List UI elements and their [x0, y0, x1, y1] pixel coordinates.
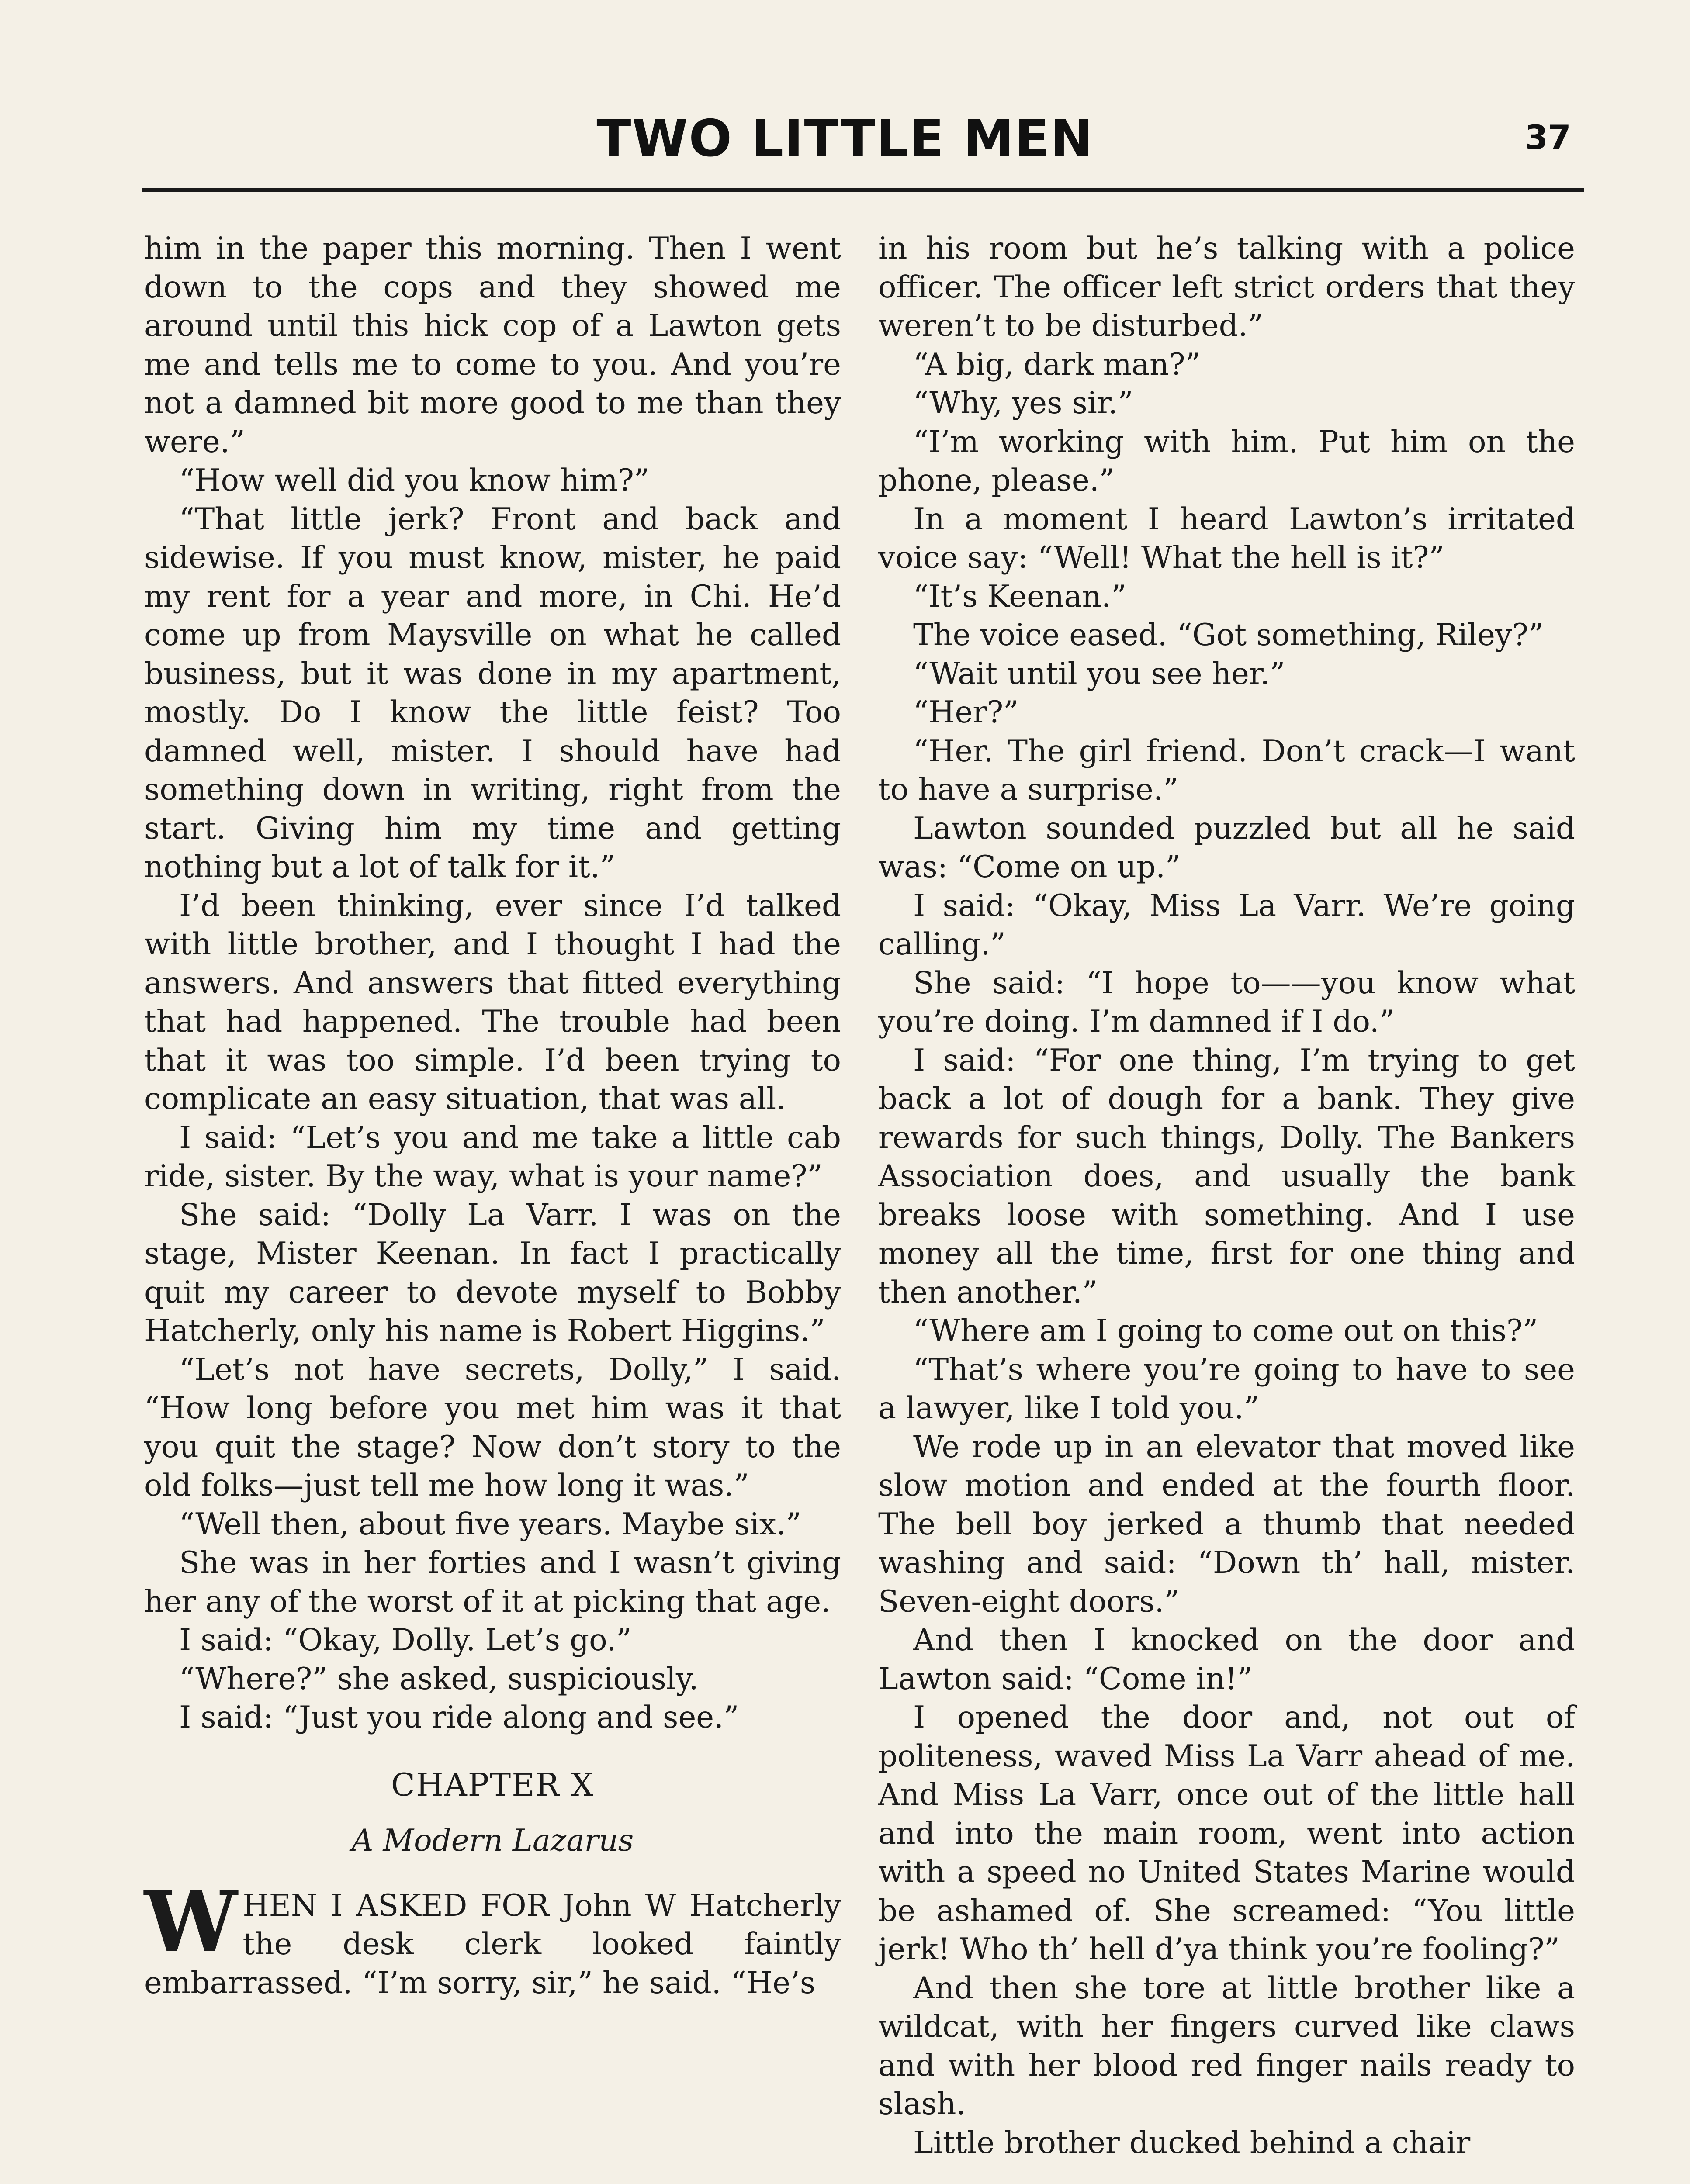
chapter-title: CHAPTER X [391, 1766, 595, 1803]
paragraph: I said: “Let’s you and me take a little cab ride, sister. By the way, what is your name?” [144, 1120, 841, 1194]
paragraph: In a moment I heard Lawton’s irritated voice say: “Well! What the hell is it?” [878, 501, 1575, 575]
chapter-opening-paragraph [144, 1873, 841, 2003]
paragraph: “A big, dark man?” [913, 347, 1201, 382]
paragraph: “Her. The girl friend. Don’t crack—I want to have a surprise.” [878, 733, 1575, 807]
paragraph: I said: “Okay, Miss La Varr. We’re going calling.” [878, 888, 1575, 962]
paragraph: “Where?” she asked, suspiciously. [179, 1661, 699, 1697]
paragraph: in his room but he’s talking with a police officer. The officer left strict orders that they weren’t to be disturbed.” [878, 231, 1575, 343]
paragraph: Little brother ducked behind a chair [913, 2125, 1471, 2160]
paragraph: She said: “Dolly La Varr. I was on the stage, Mister Keenan. In fact I practically quit my career to devote myself to Bobby Hatcherly, only his name is Robert Higgins.” [144, 1197, 841, 1348]
paragraph: “How well did you know him?” [179, 463, 650, 498]
paragraph: “Where am I going to come out on this?” [913, 1313, 1538, 1348]
paragraph: “That little jerk? Front and back and sidewise. If you must know, mister, he paid my rent for a year and more, in Chi. He’d come up from Maysville on what he called business, but it was done in my apartment, mostly. Do I know the little feist? Too damned well, mister. I should have had something down in writing, right from the start. Giving him my time and getting nothing but a lot of talk for it.” [144, 501, 841, 885]
paragraph: I opened the door and, not out of politeness, waved Miss La Varr ahead of me. And Miss La Varr, once out of the little hall and into the main room, went into action with a speed no United States Marine would be ashamed of. She screamed: “You little jerk! Who th’ hell d’ya think you’re fooling?” [878, 1700, 1575, 1967]
left-column [144, 229, 841, 2002]
paragraph: The voice eased. “Got something, Riley?” [913, 618, 1544, 653]
paragraph: “Wait until you see her.” [913, 656, 1285, 691]
chapter-subtitle: A Modern Lazarus [351, 1823, 634, 1858]
drop-cap: W [144, 1873, 238, 1970]
paragraph: And then she tore at little brother like a wildcat, with her fingers curved like claws and with her blood red finger nails ready to slash. [878, 1970, 1575, 2122]
running-title: TWO LITTLE MEN [596, 109, 1094, 168]
paragraph: him in the paper this morning. Then I went down to the cops and they showed me around until this hick cop of a Lawton gets me and tells me to come to you. And you’re not a damned bit more good to me than they were.” [144, 231, 841, 460]
paragraph: Lawton sounded puzzled but all he said was: “Come on up.” [878, 811, 1575, 885]
opening-text: HEN I ASKED FOR John W Hatcherly the desk clerk looked faintly embarrassed. “I’m sorry, sir,” he said. “He’s [144, 1888, 841, 2001]
paragraph: “It’s Keenan.” [913, 579, 1127, 614]
paragraph: “I’m working with him. Put him on the phone, please.” [878, 424, 1575, 498]
right-column [878, 229, 1575, 2162]
paragraph: We rode up in an elevator that moved like slow motion and ended at the fourth floor. The bell boy jerked a thumb that needed washing and said: “Down th’ hall, mister. Seven-eight doors.” [878, 1429, 1575, 1619]
paragraph: I said: “For one thing, I’m trying to get back a lot of dough for a bank. They give rewards for such things, Dolly. The Bankers Association does, and usually the bank breaks loose with something. And I use money all the time, first for one thing and then another.” [878, 1043, 1575, 1310]
paragraph: I said: “Just you ride along and see.” [179, 1700, 739, 1735]
paragraph: She said: “I hope to——you know what you’re doing. I’m damned if I do.” [878, 965, 1575, 1039]
paragraph: She was in her forties and I wasn’t giving her any of the worst of it at picking that age. [144, 1545, 841, 1619]
paragraph: “Well then, about five years. Maybe six.” [179, 1507, 801, 1542]
paragraph: I said: “Okay, Dolly. Let’s go.” [179, 1623, 632, 1658]
page-number: 37 [1525, 118, 1571, 157]
paragraph: “Let’s not have secrets, Dolly,” I said. “How long before you met him was it that you quit the stage? Now don’t story to the old folks—just tell me how long it was.” [144, 1352, 841, 1503]
paragraph: “That’s where you’re going to have to see a lawyer, like I told you.” [878, 1352, 1575, 1426]
header-rule [142, 188, 1584, 192]
paragraph: I’d been thinking, ever since I’d talked with little brother, and I thought I had the answers. And answers that fitted everything that had happened. The trouble had been that it was too simple. I’d been trying to complicate an easy situation, that was all. [144, 888, 841, 1116]
paragraph: “Her?” [913, 695, 1019, 730]
paragraph: “Why, yes sir.” [913, 386, 1133, 421]
paragraph: And then I knocked on the door and Lawton said: “Come in!” [878, 1623, 1575, 1697]
